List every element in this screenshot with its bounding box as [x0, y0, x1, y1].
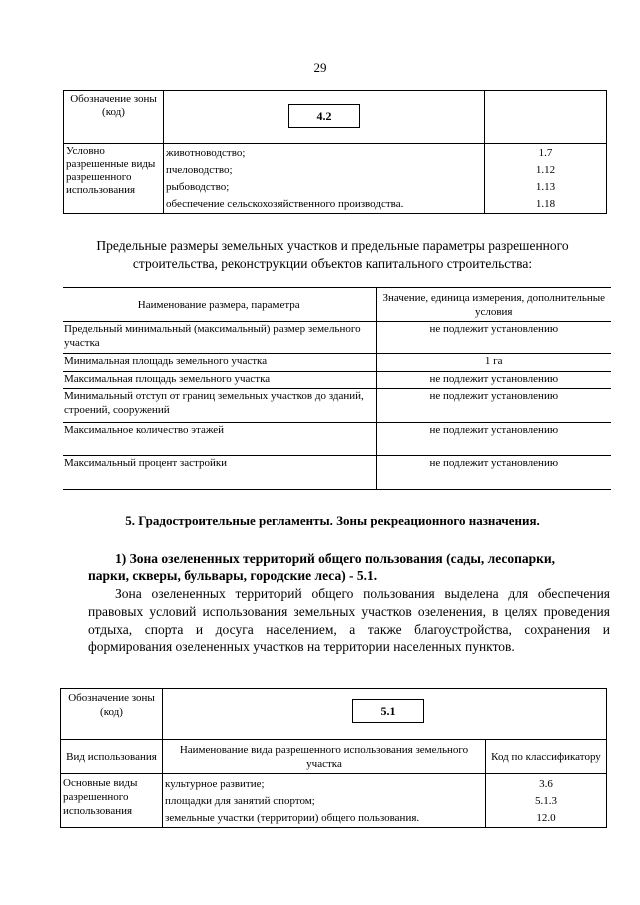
- col-code-header: Код по классификатору: [486, 740, 607, 774]
- zone-4-2-table: [63, 90, 607, 214]
- value-cell: не подлежит установлению: [376, 456, 611, 490]
- limits-heading: Предельные размеры земельных участков и предельные параметры разрешенного строительства, реконструкции объектов капитального строительства:: [96, 238, 569, 271]
- list-item: пчеловодство;: [166, 164, 233, 176]
- use-codes-list: [486, 774, 607, 828]
- param-cell: Максимальная площадь земельного участка: [63, 372, 376, 389]
- list-item-code: 12.0: [536, 812, 556, 824]
- use-names-list: [164, 144, 485, 214]
- page-number: 29: [313, 60, 327, 75]
- value-cell: не подлежит установлению: [376, 322, 611, 354]
- zone-5-1-title-line2: парки, скверы, бульвары, городские леса) - 5.1.: [88, 568, 378, 583]
- param-cell: Минимальная площадь земельного участка: [63, 354, 376, 372]
- list-item: площадки для занятий спортом;: [165, 795, 315, 807]
- list-item-code: 5.1.3: [535, 795, 557, 807]
- list-item-code: 1.18: [535, 198, 556, 210]
- col-name-header: Наименование вида разрешенного использования земельного участка: [163, 740, 486, 774]
- section-5-title: 5. Градостроительные регламенты. Зоны рекреационного назначения.: [125, 513, 540, 528]
- conditional-use-label: Условно разрешенные виды разрешенного использования: [64, 144, 164, 214]
- value-cell: не подлежит установлению: [376, 423, 611, 456]
- list-item: обеспечение сельскохозяйственного производства.: [166, 198, 404, 210]
- list-item: рыбоводство;: [166, 181, 230, 193]
- list-item-code: 1.7: [538, 147, 553, 159]
- use-codes-list: [485, 144, 607, 214]
- main-use-label: Основные виды разрешенного использования: [61, 774, 163, 828]
- value-cell: не подлежит установлению: [376, 372, 611, 389]
- use-names-list: [163, 774, 486, 828]
- param-cell: Максимальный процент застройки: [63, 456, 376, 490]
- list-item-code: 3.6: [539, 778, 553, 790]
- list-item: животноводство;: [166, 147, 246, 159]
- col-value-header: Значение, единица измерения, дополнительные условия: [376, 288, 611, 322]
- zone-code-box: 5.1: [352, 699, 424, 723]
- param-cell: Максимальное количество этажей: [63, 423, 376, 456]
- list-item: земельные участки (территории) общего пользования.: [165, 812, 420, 824]
- parameters-table: [63, 287, 611, 490]
- value-cell: не подлежит установлению: [376, 389, 611, 423]
- list-item-code: 1.13: [535, 181, 556, 193]
- zone-label: Обозначение зоны (код): [61, 689, 163, 740]
- zone-code-box: 4.2: [288, 104, 360, 128]
- zone-label: Обозначение зоны (код): [64, 91, 164, 144]
- col-use-header: Вид использования: [61, 740, 163, 774]
- param-cell: Предельный минимальный (максимальный) размер земельного участка: [63, 322, 376, 354]
- list-item-code: 1.12: [535, 164, 556, 176]
- param-cell: Минимальный отступ от границ земельных участков до зданий, строений, сооружений: [63, 389, 376, 423]
- list-item: культурное развитие;: [165, 778, 265, 790]
- zone-5-1-title-line1: 1) Зона озелененных территорий общего пользования (сады, лесопарки,: [115, 551, 556, 566]
- zone-5-1-description: Зона озелененных территорий общего пользования выделена для обеспечения правовых условий использования земельных участков озеленения, в целях проведения отдыха, спорта и досуга населением, а также благоустройства, сохранения и формирования озелененных участков на территории населенных пунктов.: [88, 586, 610, 655]
- col-param-header: Наименование размера, параметра: [63, 288, 376, 322]
- value-cell: 1 га: [376, 354, 611, 372]
- zone-5-1-table: [60, 688, 607, 828]
